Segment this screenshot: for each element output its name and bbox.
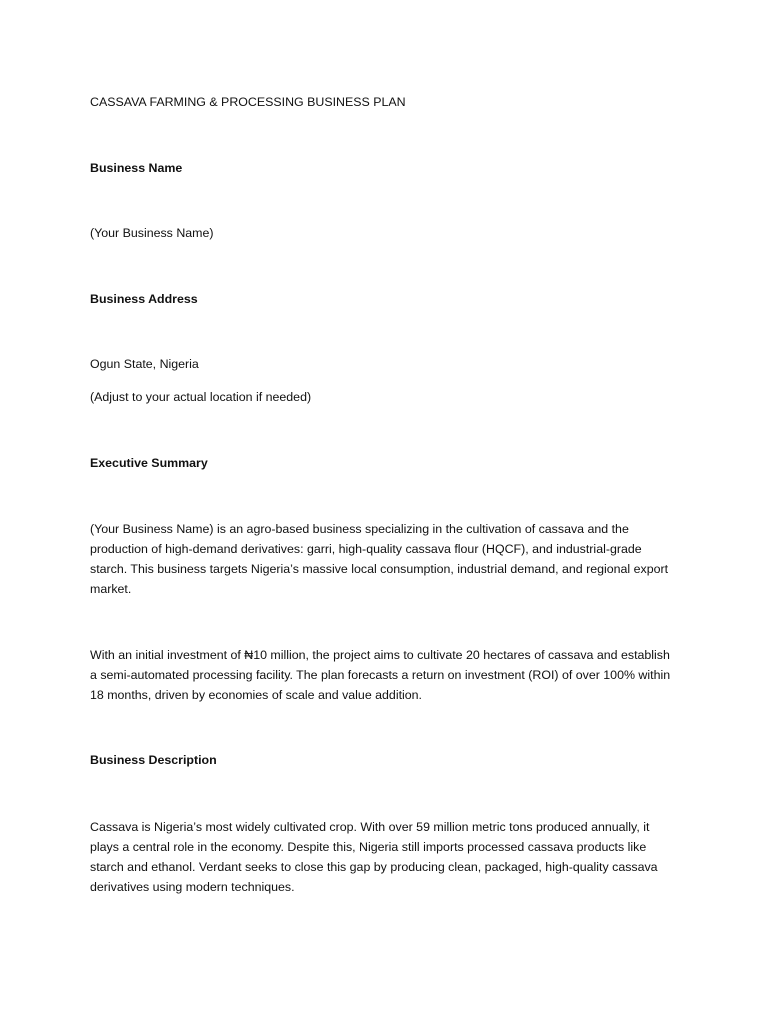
business-address-line-1: Ogun State, Nigeria [90, 357, 199, 371]
executive-summary-heading: Executive Summary [90, 456, 208, 470]
executive-summary-paragraph-2: With an initial investment of ₦10 million, the project aims to cultivate 20 hectares of cassava and establish a semi-automated processing facility. The plan forecasts a return on investment (ROI) of over 100% within 18 months, driven by economies of scale and value addition. [90, 648, 671, 702]
business-address-heading: Business Address [90, 292, 198, 306]
business-description-heading: Business Description [90, 753, 217, 767]
executive-summary-paragraph-1: (Your Business Name) is an agro-based business specializing in the cultivation of cassava and the production of high-demand derivatives: garri, high-quality cassava flour (HQCF), and industrial-grade starch. This business targets Nigeria’s massive local consumption, industrial demand, and regional export market. [90, 522, 669, 596]
business-description-paragraph-1: Cassava is Nigeria’s most widely cultivated crop. With over 59 million metric tons produced annually, it plays a central role in the economy. Despite this, Nigeria still imports processed cassava products like starch and ethanol. Verdant seeks to close this gap by producing clean, packaged, high-quality cassava derivatives using modern techniques. [90, 820, 658, 894]
business-name-value: (Your Business Name) [90, 226, 214, 240]
business-address-line-2: (Adjust to your actual location if needed) [90, 390, 312, 404]
document-title: CASSAVA FARMING & PROCESSING BUSINESS PLAN [90, 95, 406, 109]
business-name-heading: Business Name [90, 161, 183, 175]
